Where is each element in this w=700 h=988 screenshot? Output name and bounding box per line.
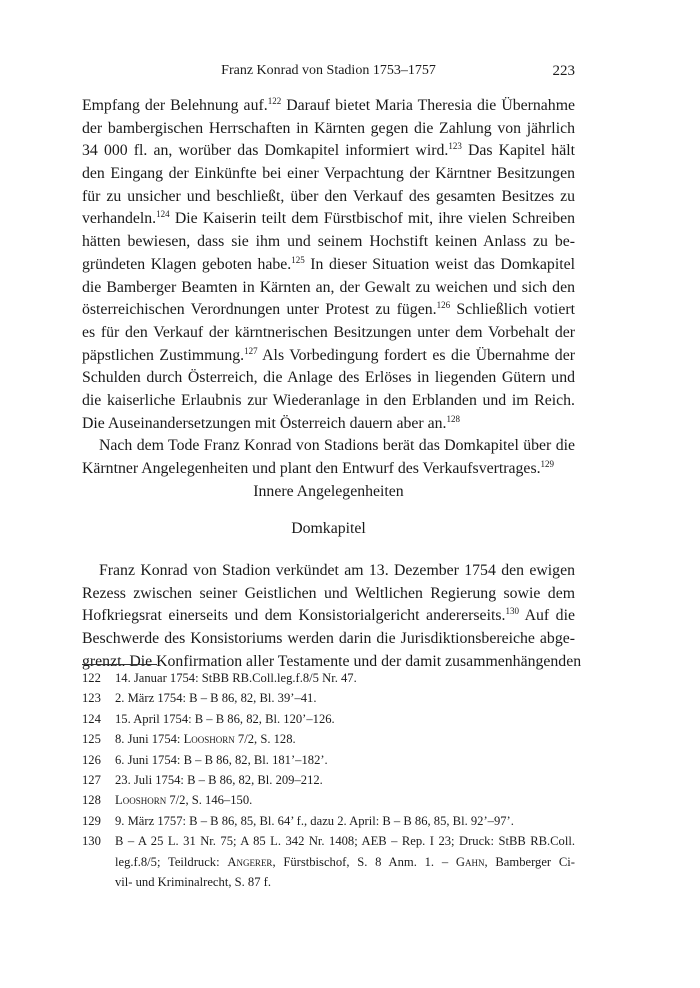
text-run: vil- und Kriminalrecht, S. 87 f.: [115, 875, 271, 890]
page-number: 223: [552, 63, 575, 79]
footnote-line: [115, 688, 575, 708]
footnote-line: [115, 811, 575, 831]
running-head: [82, 63, 575, 83]
text-line: [82, 390, 575, 413]
text-run: verhandeln.: [82, 210, 157, 228]
text-line: [82, 299, 575, 322]
text-run: Darauf bietet Maria Theresia die Übernahme: [281, 97, 576, 114]
author-name: Looshorn: [183, 732, 235, 747]
text-run: den Eingang der Einkünfte bei einer Verpachtung der Kärntner Besitzungen: [82, 165, 575, 183]
text-run: 6. Juni 1754: B – B 86, 82, Bl. 181’–182’.: [115, 752, 328, 767]
footnote-text: [115, 729, 575, 749]
footnote-number: 128: [82, 793, 101, 808]
footnote-ref: 126: [436, 300, 451, 311]
footnote-separator: [82, 664, 157, 665]
text-run: B – A 25 L. 31 Nr. 75; A 85 L. 342 Nr. 1408; AEB – Rep. I 23; Druck: StBB RB.Coll.: [115, 834, 575, 849]
text-run: Die Kaiserin teilt dem Fürstbischof mit, ihre vielen Schreiben: [169, 210, 575, 228]
text-run: der bambergischen Herrschaften in Kärnten gegen die Zahlung von jährlich: [82, 119, 575, 137]
text-run: Franz Konrad von Stadion verkündet am 13. Dezember 1754 den ewigen: [99, 562, 575, 579]
footnote-text: [115, 750, 575, 770]
text-run: Beschwerde des Konsistoriums werden darin die Jurisdiktionsbereiche abge-: [82, 630, 575, 648]
footnote-text: [115, 811, 575, 831]
footnote-line: [115, 750, 575, 770]
footnote-number: 129: [82, 813, 101, 828]
text-line: [82, 583, 575, 606]
footnote: [82, 688, 575, 708]
section-heading: Innere Angelegenheiten: [253, 483, 404, 500]
text-run: , Bamberger Ci-: [484, 854, 575, 869]
text-run: Das Kapitel hält: [461, 142, 575, 160]
body-text: [82, 95, 575, 481]
footnote-ref: 128: [446, 413, 461, 424]
footnote: [82, 668, 575, 688]
footnote-line: [115, 831, 575, 851]
text-run: 34 000 fl. an, worüber das Domkapitel informiert wird.: [82, 142, 449, 160]
subsection-heading: Domkapitel: [291, 520, 366, 537]
text-line: [82, 140, 575, 163]
footnote: [82, 811, 575, 831]
footnote-number: 130: [82, 834, 101, 849]
text-run: Schließlich votiert: [450, 301, 575, 319]
text-run: In dieser Situation weist das Domkapitel: [304, 255, 575, 273]
text-run: 14. Januar 1754: StBB RB.Coll.leg.f.8/5 Nr. 47.: [115, 671, 357, 685]
text-run: 2. März 1754: B – B 86, 82, Bl. 39’–41.: [115, 691, 317, 706]
footnote-line: [115, 668, 575, 688]
text-line: [82, 435, 575, 458]
text-line: [82, 628, 575, 651]
text-run: , Fürstbischof, S. 8 Anm. 1. –: [272, 854, 456, 869]
text-run: 8. Juni 1754:: [115, 732, 184, 747]
paragraph: [82, 95, 575, 435]
footnote: [82, 831, 575, 892]
footnote-line: [115, 872, 575, 892]
text-run: 7/2, S. 146–150.: [166, 793, 253, 808]
text-run: 23. Juli 1754: B – B 86, 82, Bl. 209–212.: [115, 773, 323, 788]
text-line: [82, 118, 575, 141]
footnote-text: [115, 668, 575, 688]
text-run: es für den Verkauf der kärntnerischen Besitzungen unter dem Vorbehalt der: [82, 323, 575, 341]
text-run: die Bamberger Beamten in Kärnten an, der Gewalt zu weichen und sich den: [82, 278, 575, 296]
footnote-line: [115, 770, 575, 790]
author-name: Looshorn: [115, 793, 167, 808]
text-line: [82, 186, 575, 209]
footnote-number: 122: [82, 671, 101, 685]
footnote-number: 125: [82, 732, 101, 747]
footnote-line: [115, 852, 575, 872]
text-run: hätten bewiesen, dass sie ihm und seinem Hochstift keinen Anlass zu be-: [82, 233, 575, 251]
text-run: Auf die: [518, 607, 575, 625]
text-line: [82, 95, 575, 118]
text-run: gründeten Klagen geboten habe.: [82, 255, 292, 273]
author-name: Angerer: [227, 854, 273, 869]
footnote-text: [115, 831, 575, 892]
footnote: [82, 729, 575, 749]
text-run: 7/2, S. 128.: [234, 732, 296, 747]
text-line: [82, 208, 575, 231]
footnote-number: 126: [82, 752, 101, 767]
text-run: die kaiserliche Erlaubnis zur Wiederanlage in den Erblanden und im Reich.: [82, 391, 575, 409]
text-run: Kärntner Angelegenheiten und plant den Entwurf des Verkaufsvertrages.: [82, 460, 541, 477]
text-run: 15. April 1754: B – B 86, 82, Bl. 120’–126.: [115, 711, 335, 726]
text-run: Empfang der Belehnung auf.: [82, 97, 268, 114]
footnote: [82, 790, 575, 810]
footnote-number: 123: [82, 691, 101, 706]
footnote-ref: 123: [448, 141, 462, 152]
footnote-text: [115, 688, 575, 708]
text-run: Als Vorbedingung fordert es die Übernahme der: [257, 346, 575, 364]
text-line: [82, 413, 575, 436]
text-line: [82, 458, 575, 481]
author-name: Gahn: [455, 854, 485, 869]
footnote: [82, 709, 575, 729]
text-line: [82, 231, 575, 254]
text-line: [82, 367, 575, 390]
text-line: [82, 560, 575, 583]
text-line: [82, 163, 575, 186]
text-run: Schulden durch Österreich, die Anlage des Erlöses in liegenden Gütern und: [82, 369, 575, 387]
text-run: leg.f.8/5; Teildruck:: [115, 854, 228, 869]
footnote: [82, 750, 575, 770]
body-text: [82, 560, 582, 673]
text-line: [82, 605, 575, 628]
text-run: für zu unsicher und beschließt, über den Verkauf des gesamten Besitzes zu: [82, 187, 575, 205]
paragraph: [82, 560, 582, 673]
footnote-line: [115, 790, 575, 810]
footnote-number: 127: [82, 773, 101, 788]
text-line: [82, 322, 575, 345]
footnote-ref: 129: [540, 459, 555, 469]
text-run: Die Auseinandersetzungen mit Österreich dauern aber an.: [82, 414, 447, 432]
text-line: [82, 277, 575, 300]
footnote-ref: 122: [267, 96, 282, 106]
footnote-number: 124: [82, 711, 101, 726]
footnote-ref: 130: [505, 606, 519, 617]
footnote-ref: 125: [291, 254, 305, 265]
footnote-ref: 124: [156, 209, 170, 220]
footnotes: [82, 668, 575, 892]
text-run: Hofkriegsrat einerseits und dem Konsistorialgericht andererseits.: [82, 607, 506, 625]
text-line: [82, 345, 575, 368]
paragraph: [82, 435, 575, 480]
text-run: grenzt. Die Konfirmation aller Testamente und der damit zusammenhängenden: [82, 652, 582, 670]
footnote-text: [115, 709, 575, 729]
footnote: [82, 770, 575, 790]
text-run: österreichischen Verordnungen unter Protest zu fügen.: [82, 301, 437, 319]
footnote-ref: 127: [244, 345, 258, 356]
text-run: päpstlichen Zustimmung.: [82, 346, 245, 364]
footnote-line: [115, 709, 575, 729]
footnote-text: [115, 790, 575, 810]
text-run: Nach dem Tode Franz Konrad von Stadions berät das Domkapitel über die: [99, 437, 575, 455]
footnote-line: [115, 729, 575, 749]
text-line: [82, 254, 575, 277]
text-run: 9. März 1757: B – B 86, 85, Bl. 64’ f., dazu 2. April: B – B 86, 85, Bl. 92’–97’.: [115, 813, 514, 828]
text-run: Rezess zwischen seiner Geistlichen und Weltlichen Regierung sowie dem: [82, 584, 575, 602]
footnote-text: [115, 770, 575, 790]
running-title: Franz Konrad von Stadion 1753–1757: [221, 63, 436, 78]
